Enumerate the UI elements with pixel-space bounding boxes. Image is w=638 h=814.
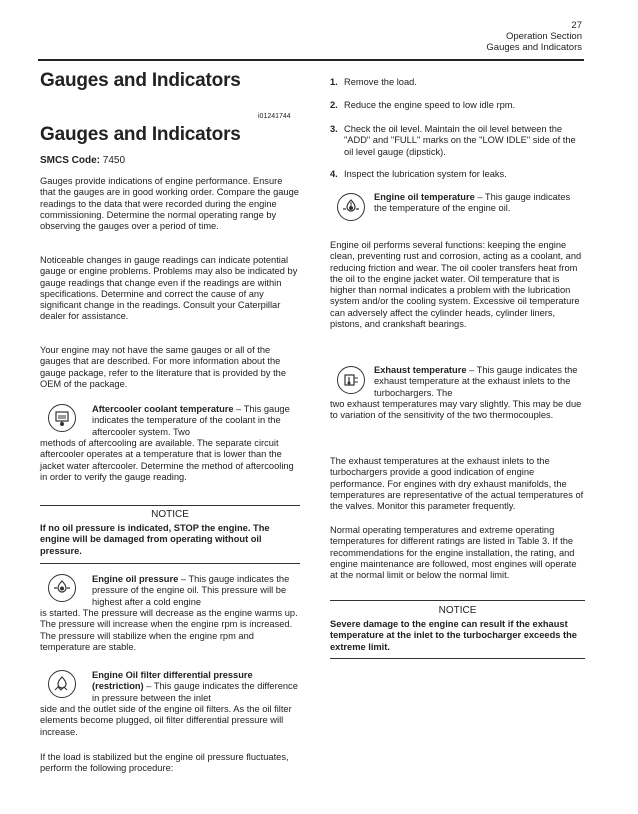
procedure-step-4: 4. Inspect the lubrication system for leaks. (330, 169, 507, 179)
notice-rule-bottom (40, 563, 300, 564)
oil-pressure-title: Engine oil pressure (92, 574, 179, 584)
subsection-name: Gauges and Indicators (486, 42, 582, 53)
oil-temperature-description: Engine oil temperature – This gauge indicates the temperature of the engine oil. (374, 192, 571, 214)
header-rule (38, 59, 584, 61)
oil-filter-details: side and the outlet side of the engine oil filters. As the oil filter elements become plugged, oil filter differential pressure will increase. (40, 704, 292, 737)
notice2-body: Severe damage to the engine can result if the exhaust temperature at the inlet to the turbocharger exceeds the extreme limit. (330, 619, 577, 652)
smcs-label: SMCS Code: (40, 155, 100, 166)
intro-paragraph: Gauges provide indications of engine performance. Ensure that the gauges are in good working order. Compare the gauge readings to the data that were recorded during the engine commissioning. Determine the normal operating range by observing the gauges over a period of time. (40, 176, 299, 232)
changes-paragraph: Noticeable changes in gauge readings can indicate potential gauge or engine problems. Problems may also be indicated by gauge readings that change even if the readings are within specifications. Determine and correct the cause of any significant change in the readings. Consult your Caterpillar dealer for assistance. (40, 255, 298, 322)
notice2-rule-top (330, 600, 585, 601)
smcs-code (40, 155, 125, 166)
exhaust-title: Exhaust temperature (374, 365, 467, 375)
oil-filter-description: Engine Oil filter differential pressure (restriction) – This gauge indicates the difference in pressure between the inlet (92, 670, 298, 703)
oil-temperature-title: Engine oil temperature (374, 192, 475, 202)
page-number: 27 (571, 20, 582, 31)
oil-pressure-details: is started. The pressure will decrease as the engine warms up. The pressure will increase when the engine rpm is increased. The pressure will stabilize when the engine rpm and temperature are stable. (40, 608, 298, 652)
smcs-value: 7450 (102, 155, 126, 166)
main-title: Gauges and Indicators (40, 70, 241, 91)
notice-rule-top (40, 505, 300, 506)
reference-id: i01241744 (258, 113, 291, 120)
oil-temperature-icon (337, 193, 365, 221)
section-name: Operation Section (505, 31, 582, 42)
notice2-title: NOTICE (438, 605, 477, 616)
aftercooler-details: methods of aftercooling are available. The separate circuit aftercooler operates at a temperature that is lower than the jacket water aftercooler. Determine the method of aftercooling in order to verify the gauge reading. (40, 438, 294, 482)
oil-pressure-icon (48, 574, 76, 602)
procedure-step-1: 1. Remove the load. (330, 77, 417, 87)
procedure-step-2: 2. Reduce the engine speed to low idle rpm. (330, 100, 516, 110)
oil-functions-paragraph: Engine oil performs several functions: keeping the engine clean, preventing rust and corrosion, acting as a coolant, and reducing friction and wear. The oil cooler transfers heat from the oil to the engine jacket water. Oil temperature that is higher than normal indicates a problem with the lubrication system and/or the cooling system. Excessive oil temperature can adversely affect the cylinder heads, cylinder liners, pistons, and crankshaft bearings. (330, 240, 582, 330)
oil-pressure-description: Engine oil pressure – This gauge indicates the pressure of the engine oil. This pressure will be highest after a cold engine (92, 574, 290, 607)
exhaust-performance-paragraph: The exhaust temperatures at the exhaust inlets to the turbochargers provide a good indication of engine performance. For engines with dry exhaust manifolds, the temperatures are representative of the actual temperatures of the valves. Monitor this parameter frequently. (330, 456, 584, 512)
normal-temperatures-paragraph: Normal operating temperatures and extreme operating temperatures for different ratings are listed in Table 3. If the recommendations for the engine installation, the rating, and engine maintenance are followed, most engines will operate at the normal limit or below the normal limit. (330, 525, 577, 581)
notice2-rule-bottom (330, 658, 585, 659)
notice-title: NOTICE (151, 509, 189, 520)
exhaust-description: Exhaust temperature – This gauge indicates the exhaust temperature at the exhaust inlets to the turbochargers. The (374, 365, 578, 398)
aftercooler-title: Aftercooler coolant temperature (92, 404, 234, 414)
procedure-step-3: 3. Check the oil level. Maintain the oil level between the "ADD" and "FULL" marks on the "LOW IDLE" side of the oil level gauge (dipstick). (330, 124, 576, 157)
exhaust-temperature-icon (337, 366, 365, 394)
aftercooler-temperature-icon (48, 404, 76, 432)
oil-filter-title: Engine Oil filter differential pressure (restriction) (92, 670, 253, 692)
procedure-intro: If the load is stabilized but the engine oil pressure fluctuates, perform the following procedure: (40, 752, 289, 774)
section-title: Gauges and Indicators (40, 124, 241, 145)
page-header (486, 20, 582, 53)
oem-paragraph: Your engine may not have the same gauges or all of the gauges that are described. For more information about the gauge package, refer to the literature that is provided by the OEM of the package. (40, 345, 287, 389)
oil-filter-icon (48, 670, 76, 698)
exhaust-details: two exhaust temperatures may vary slightly. This may be due to variation of the sensitivity of the two thermocouples. (330, 399, 582, 421)
aftercooler-description: Aftercooler coolant temperature – This gauge indicates the temperature of the coolant in the aftercooler system. Two (92, 404, 290, 437)
notice-body: If no oil pressure is indicated, STOP the engine. The engine will be damaged from operating without oil pressure. (40, 523, 270, 556)
